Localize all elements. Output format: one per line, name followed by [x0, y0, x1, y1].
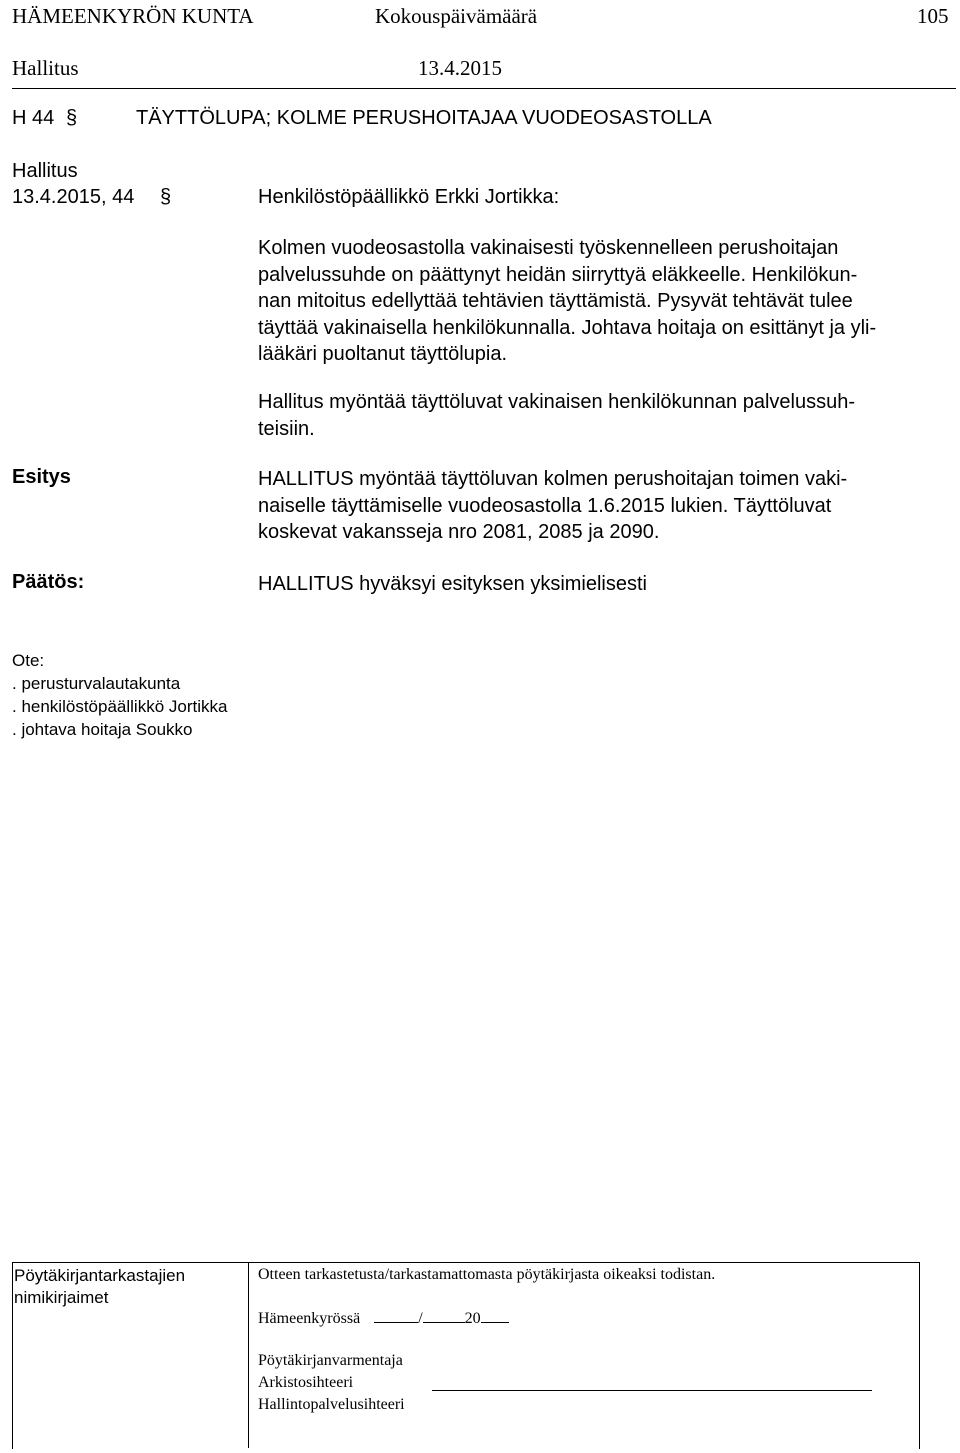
text-line: teisiin.: [258, 417, 315, 440]
section-sign-icon: §: [66, 107, 78, 129]
signature-line: [432, 1390, 872, 1391]
ref-line: 13.4.2015, 44: [12, 186, 135, 208]
extract-label: Ote:: [12, 651, 45, 670]
document-type: Kokouspäivämäärä: [375, 4, 538, 28]
proposal-label: Esitys: [12, 466, 71, 488]
year-prefix: 20: [464, 1310, 481, 1327]
text-line: HALLITUS myöntää täyttöluvan kolmen perushoitajan toimen vaki-: [258, 468, 848, 490]
proposal-text: [258, 466, 928, 546]
text-line: täyttää vakinaisella henkilökunnalla. Johtava hoitaja on esittänyt ja yli-: [258, 316, 877, 339]
text-line: Kolmen vuodeosastolla vakinaisesti työskennelleen perushoitajan: [258, 237, 839, 259]
page-number: 105: [917, 4, 949, 28]
municipality-name: HÄMEENKYRÖN KUNTA: [12, 4, 254, 28]
certification-text: Otteen tarkastetusta/tarkastamattomasta pöytäkirjasta oikeaksi todistan.: [258, 1266, 716, 1283]
paragraph-background: [258, 235, 928, 368]
paragraph-conclusion: [258, 389, 928, 442]
admin-secretary-label: Hallintopalvelusihteeri: [258, 1396, 405, 1413]
signers-label-line: nimikirjaimet: [14, 1288, 109, 1307]
extract-recipient: . henkilöstöpäällikkö Jortikka: [12, 697, 228, 716]
text-line: palvelussuhde on päättynyt heidän siirryttyä eläkkeelle. Henkilökun-: [258, 263, 858, 286]
day-blank: [374, 1308, 418, 1323]
text-line: nan mitoitus edellyttää tehtävien täyttämistä. Pysyvät tehtävät tulee: [258, 290, 853, 312]
text-line: lääkäri puoltanut täyttölupia.: [258, 343, 508, 365]
text-line: naiselle täyttämiselle vuodeosastolla 1.6.2015 lukien. Täyttöluvat: [258, 494, 832, 517]
header-body: Hallitus: [12, 56, 79, 80]
decision-text: HALLITUS hyväksyi esityksen yksimielisesti: [258, 573, 647, 595]
signers-label: [14, 1265, 185, 1309]
decision-label: Päätös:: [12, 571, 85, 593]
place-date-line: [258, 1308, 509, 1328]
date-separator: /: [418, 1310, 423, 1327]
header-rule: [12, 88, 956, 89]
extract-recipient: . perusturvalautakunta: [12, 674, 181, 693]
extract-section: [12, 649, 227, 741]
year-blank: [481, 1308, 509, 1323]
footer-divider: [248, 1262, 249, 1448]
item-number: H 44: [12, 107, 55, 129]
ref-body: Hallitus: [12, 160, 78, 182]
extract-recipient: . johtava hoitaja Soukko: [12, 720, 193, 739]
header-date: 13.4.2015: [418, 56, 502, 80]
presenter: Henkilöstöpäällikkö Erkki Jortikka:: [258, 186, 560, 208]
section-sign-icon: §: [160, 186, 172, 208]
archivist-label: Arkistosihteeri: [258, 1374, 354, 1391]
verifier-label: Pöytäkirjanvarmentaja: [258, 1352, 403, 1369]
text-line: koskevat vakansseja nro 2081, 2085 ja 2090.: [258, 521, 660, 543]
item-title: TÄYTTÖLUPA; KOLME PERUSHOITAJAA VUODEOSASTOLLA: [136, 107, 712, 129]
place: Hämeenkyrössä: [258, 1310, 361, 1327]
month-blank: [423, 1308, 465, 1323]
signers-label-line: Pöytäkirjantarkastajien: [14, 1266, 186, 1285]
text-line: Hallitus myöntää täyttöluvat vakinaisen henkilökunnan palvelussuh-: [258, 391, 856, 413]
